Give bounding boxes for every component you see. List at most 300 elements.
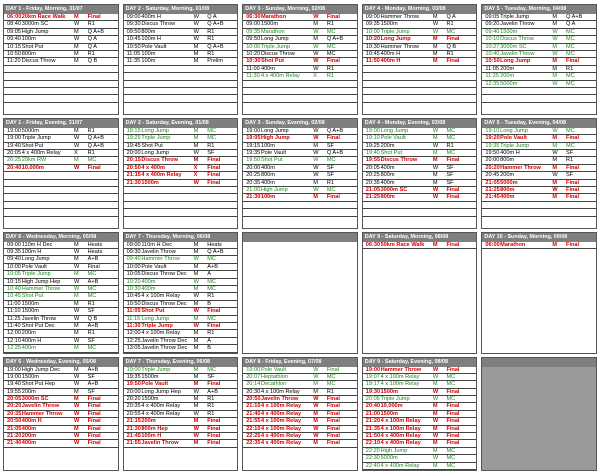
event-name: 4 x 100m Relay [141, 293, 181, 300]
event-round: MC [326, 43, 336, 50]
schedule-row [124, 249, 238, 256]
event-time: 21:15 [126, 418, 141, 425]
schedule-row [243, 95, 357, 102]
event-sex: M [193, 43, 199, 50]
event-sex: W [432, 194, 439, 201]
event-time: 10:50 [126, 43, 141, 50]
event-name: Javelin Throw [21, 315, 57, 322]
event-round: MC [446, 373, 456, 380]
event-sex: M [552, 14, 558, 20]
event-time: 20:35 [7, 410, 22, 417]
schedule-row [243, 202, 357, 209]
event-sex: M [552, 43, 558, 50]
event-round: R1 [326, 21, 334, 28]
event-name: 4 x 100m Relay [380, 425, 421, 432]
empty-space [124, 217, 238, 228]
event-name: 100m [21, 36, 36, 43]
schedule-row [363, 44, 477, 51]
schedule-row [124, 29, 238, 36]
schedule-row [243, 51, 357, 58]
event-name: 400m [141, 278, 156, 285]
event-sex: M [193, 337, 199, 344]
event-sex: W [74, 142, 80, 149]
event-sex: M [193, 50, 199, 57]
schedule-row [363, 381, 477, 388]
event-name: 1500m [21, 308, 39, 315]
event-round: R1 [207, 142, 215, 149]
panel-title: DAY 1 - Friday, Morning, 31/07 [4, 5, 118, 14]
event-time: 11:30 [246, 73, 260, 80]
event-name: Javelin Throw [260, 396, 299, 403]
schedule-row [4, 172, 118, 179]
event-time: 19:00 [246, 366, 261, 373]
schedule-row [243, 150, 357, 157]
event-round: Q A [207, 14, 217, 20]
event-sex: M [193, 142, 199, 149]
event-name: Pole Vault [500, 135, 527, 142]
event-name: Triple Jump [141, 366, 171, 373]
schedule-row [4, 308, 118, 315]
event-time: 09:40 [126, 256, 141, 263]
event-round: A+B [87, 366, 99, 373]
event-round: Final [207, 433, 221, 440]
event-sex: W [193, 36, 199, 43]
event-time: 19:35 [485, 142, 500, 149]
event-round: R1 [326, 388, 334, 395]
event-round: SF [326, 142, 334, 149]
event-round: Q A [446, 14, 456, 20]
schedule-row [482, 187, 596, 194]
event-round: Q A [87, 43, 97, 50]
event-sex: W [313, 164, 319, 171]
event-sex: W [432, 455, 439, 462]
event-round: MC [207, 127, 216, 134]
event-time: 21:10 [246, 403, 261, 410]
event-sex: W [313, 58, 319, 65]
event-name: 5000m [21, 127, 39, 134]
schedule-row [4, 95, 118, 102]
schedule-row [4, 338, 118, 345]
event-time: 22:20 [365, 447, 380, 454]
event-sex: W [313, 425, 319, 432]
event-round: MC [207, 315, 216, 322]
event-sex: W [552, 36, 558, 43]
event-sex: M [74, 388, 79, 395]
event-name: Shot Put [260, 157, 283, 164]
event-sex: W [313, 43, 319, 50]
empty-space [4, 448, 118, 470]
schedule-row [124, 88, 238, 95]
schedule-row [243, 180, 357, 187]
schedule-row [243, 374, 357, 381]
event-round: MC [446, 135, 456, 142]
event-name: 110m H Dec [21, 241, 53, 248]
event-time: 10:45 [365, 50, 380, 57]
event-name: 4 x 400m Relay [141, 410, 181, 417]
event-time: 21:30 [126, 425, 141, 432]
event-name: 200m [380, 142, 395, 149]
event-name: Javelin Throw [500, 50, 535, 57]
event-time: 19:25 [365, 142, 380, 149]
schedule-row [363, 209, 477, 216]
event-round: R1 [326, 65, 334, 72]
event-time: 13:05 [126, 345, 141, 352]
schedule-row [4, 157, 118, 164]
event-sex: W [552, 186, 558, 193]
schedule-row [4, 187, 118, 194]
event-name: 400m [500, 194, 515, 201]
event-name: 5000m [500, 179, 518, 186]
schedule-panel [481, 357, 597, 471]
schedule-row [4, 367, 118, 374]
event-name: 5000m [380, 455, 398, 462]
schedule-row [4, 389, 118, 396]
event-name: 800m [21, 50, 36, 57]
schedule-row [4, 264, 118, 271]
event-time: 21:40 [7, 440, 22, 447]
event-sex: M [432, 135, 438, 142]
event-time: 12:25 [7, 345, 21, 352]
event-name: 1500m [141, 179, 159, 186]
event-sex: M [432, 157, 438, 164]
event-round: Final [207, 164, 221, 171]
event-sex: W [432, 28, 439, 35]
event-time: 10:00 [7, 263, 21, 270]
event-sex: X [74, 150, 78, 156]
schedule-row [363, 157, 477, 164]
schedule-row [243, 194, 357, 201]
event-time: 20:00 [126, 150, 141, 156]
event-sex: W [74, 337, 80, 344]
schedule-row [124, 194, 238, 201]
event-name: Triple Jump [500, 142, 530, 149]
schedule-row [243, 143, 357, 150]
event-time: 21:00 [246, 186, 261, 193]
schedule-row [124, 58, 238, 65]
event-sex: M [432, 58, 438, 65]
schedule-row [124, 323, 238, 330]
event-time: 09:05 [485, 14, 500, 20]
event-name: 800m [380, 172, 395, 179]
event-round: MC [207, 366, 216, 373]
panel-rows [124, 242, 238, 353]
event-round: R1 [87, 50, 95, 57]
event-sex: M [552, 241, 558, 248]
event-sex: M [552, 65, 558, 72]
event-name: 4 x 100m Relay [260, 388, 300, 395]
event-round: Heats [87, 241, 103, 248]
event-round: Final [446, 36, 460, 43]
event-sex: W [313, 135, 319, 142]
event-time: 09:50 [246, 36, 261, 43]
schedule-row [243, 389, 357, 396]
event-time: 10:27 [485, 43, 500, 50]
event-sex: W [74, 263, 80, 270]
event-sex: W [193, 433, 199, 440]
schedule-row [124, 165, 238, 172]
schedule-row [243, 172, 357, 179]
schedule-row [363, 389, 477, 396]
event-name: 400m [260, 179, 275, 186]
event-round: Final [566, 58, 580, 65]
event-sex: W [552, 127, 558, 134]
event-time: 10:50 [7, 50, 21, 57]
event-sex: M [193, 366, 199, 373]
event-sex: W [193, 150, 199, 156]
event-sex: M [193, 286, 199, 293]
schedule-row [363, 194, 477, 201]
schedule-row [4, 323, 118, 330]
panel-rows [124, 367, 238, 470]
event-round: R1 [87, 330, 95, 337]
event-sex: M [313, 36, 318, 43]
schedule-row [124, 271, 238, 278]
event-round: SF [87, 308, 95, 315]
event-round: MC [566, 127, 575, 134]
event-sex: M [193, 418, 199, 425]
event-name: 400m [141, 286, 156, 293]
event-time: 06:00 [485, 241, 500, 248]
event-time: 10:40 [485, 50, 500, 57]
schedule-row [363, 242, 477, 249]
schedule-row [124, 308, 238, 315]
event-name: Javelin Throw Dec [141, 337, 188, 344]
event-name: Pole Vault [141, 43, 167, 50]
event-time: 06:00 [7, 14, 22, 20]
event-round: Final [446, 388, 460, 395]
event-round: Final [207, 440, 221, 447]
event-time: 20:05 [365, 164, 380, 171]
event-time: 19:55 [365, 157, 381, 164]
event-name: 200m [21, 388, 36, 395]
event-time: 22:10 [365, 440, 381, 447]
panel-title: DAY 6 - Wednesday, Morning, 05/08 [4, 233, 118, 242]
event-name: 4 x 100m Relay [260, 403, 302, 410]
event-time: 20:25 [246, 172, 261, 179]
event-name: 4 x 400m Relay [380, 462, 420, 469]
event-name: Long Jump Hep [141, 388, 181, 395]
event-sex: W [313, 150, 319, 156]
event-round: Q A+B [87, 28, 104, 35]
event-name: Marathon [260, 28, 285, 35]
schedule-row [482, 88, 596, 95]
event-name: 4 x 400m Relay [260, 433, 302, 440]
schedule-row [4, 36, 118, 43]
schedule-row [363, 135, 477, 142]
event-name: 400m [21, 440, 37, 447]
panel-rows [243, 242, 357, 353]
empty-space [4, 217, 118, 228]
event-time: 21:20 [365, 418, 381, 425]
event-sex: X [313, 73, 317, 80]
event-sex: M [313, 410, 318, 417]
event-round: MC [326, 373, 336, 380]
event-name: Triple Jump [380, 396, 410, 403]
schedule-row [243, 367, 357, 374]
event-sex: M [193, 135, 199, 142]
event-time: 21:40 [246, 410, 261, 417]
event-round: Final [87, 396, 101, 403]
schedule-panel [242, 232, 358, 354]
schedule-row [363, 463, 477, 470]
schedule-row [482, 157, 596, 164]
event-name: 400m [380, 164, 395, 171]
event-round: MC [566, 80, 575, 87]
event-sex: M [193, 263, 199, 270]
panel-title: DAY 1 - Friday, Evening, 31/07 [4, 119, 118, 128]
event-sex: W [313, 127, 319, 134]
event-time: 20:20 [7, 403, 22, 410]
schedule-row [124, 172, 238, 179]
event-name: 1500m [141, 373, 159, 380]
empty-space [482, 103, 596, 114]
event-sex: W [193, 322, 199, 329]
event-round: Final [446, 433, 460, 440]
event-round: Q A+B [326, 36, 344, 43]
schedule-row [124, 330, 238, 337]
event-name: Hammer Throw [380, 366, 422, 373]
event-sex: W [552, 28, 558, 35]
event-name: Long Jump [500, 127, 528, 134]
event-name: 3000m SC [21, 396, 49, 403]
event-sex: M [74, 43, 79, 50]
event-time: 09:30 [126, 249, 141, 256]
event-name: Long Jump [141, 150, 170, 156]
event-name: Long Jump [21, 256, 50, 263]
event-round: SF [87, 373, 95, 380]
event-round: R1 [87, 300, 95, 307]
event-time: 21:30 [246, 194, 261, 201]
event-sex: M [74, 14, 79, 20]
schedule-row [124, 51, 238, 58]
event-sex: M [552, 164, 558, 171]
event-round: Heats [207, 241, 222, 248]
panel-rows [124, 14, 238, 114]
event-name: Hammer Throw [500, 164, 541, 171]
event-time: 06:30 [365, 241, 381, 248]
event-time: 21:35 [365, 425, 381, 432]
event-round: Final [326, 14, 340, 20]
event-time: 10:00 [246, 43, 261, 50]
schedule-row [243, 29, 357, 36]
event-round: Q A+B [326, 150, 344, 156]
schedule-row [482, 66, 596, 73]
event-sex: M [552, 58, 558, 65]
panel-title: DAY 5 - Tuesday, Morning, 04/08 [482, 5, 596, 14]
event-sex: M [313, 381, 318, 388]
schedule-row [482, 128, 596, 135]
event-round: Final [207, 381, 221, 388]
panel-title [482, 358, 596, 367]
empty-space [124, 448, 238, 470]
event-round: R1 [207, 28, 215, 35]
panel-rows [363, 128, 477, 228]
event-name: Triple Jump [260, 43, 290, 50]
event-round: Final [207, 425, 221, 432]
event-sex: W [313, 172, 319, 179]
event-sex: M [193, 58, 199, 65]
event-sex: W [74, 418, 80, 425]
event-round: Final [87, 440, 101, 447]
event-sex: W [74, 433, 80, 440]
schedule-row [243, 44, 357, 51]
event-sex: W [74, 164, 80, 171]
event-name: 800m [500, 157, 515, 164]
event-sex: M [74, 366, 79, 373]
event-time: 21:30 [126, 179, 141, 186]
event-round: Final [326, 403, 340, 410]
event-round: R1 [207, 36, 215, 43]
event-round: Q A+B [87, 142, 104, 149]
event-time: 19:40 [7, 142, 21, 149]
schedule-row [243, 403, 357, 410]
schedule-row [363, 448, 477, 455]
event-round: Final [87, 433, 101, 440]
event-round: Final [566, 135, 580, 142]
schedule-row [124, 396, 238, 403]
schedule-row [482, 180, 596, 187]
panel-rows [363, 14, 477, 114]
event-name: 20km Race Walk [21, 14, 66, 20]
event-time: 10:50 [126, 300, 141, 307]
schedule-row [124, 418, 238, 425]
event-name: High Jump [260, 186, 288, 193]
schedule-panel [123, 4, 239, 115]
schedule-row [363, 128, 477, 135]
event-round: Final [446, 366, 460, 373]
event-sex: W [193, 308, 199, 315]
schedule-panel [123, 118, 239, 229]
schedule-row [243, 14, 357, 21]
event-time: 21:25 [365, 194, 381, 201]
event-round: Final [446, 194, 460, 201]
event-round: Final [87, 425, 101, 432]
event-round: Final [446, 410, 460, 417]
event-round: Final [326, 366, 339, 373]
event-sex: W [74, 315, 80, 322]
event-sex: W [313, 157, 319, 164]
schedule-row [124, 411, 238, 418]
event-name: Shot Put [141, 308, 165, 315]
event-round: Q B [446, 43, 457, 50]
event-sex: M [432, 50, 438, 57]
event-sex: M [313, 179, 318, 186]
schedule-row [124, 426, 238, 433]
schedule-row [124, 367, 238, 374]
panel-title: DAY 3 - Sunday, Morning, 02/08 [243, 5, 357, 14]
panel-rows [482, 128, 596, 228]
event-time: 09:40 [7, 36, 21, 43]
schedule-row [124, 81, 238, 88]
event-round: MC [446, 381, 456, 388]
event-name: Triple Jump [141, 322, 173, 329]
event-round: Final [207, 308, 221, 315]
event-name: Marathon [500, 241, 526, 248]
event-round: R1 [207, 403, 215, 410]
event-round: R1 [207, 50, 215, 57]
event-round: Final [566, 241, 580, 248]
event-name: Marathon [260, 14, 287, 20]
event-time: 09:40 [485, 28, 500, 35]
event-round: MC [566, 50, 575, 57]
event-name: Long Jump [260, 36, 289, 43]
schedule-row [363, 36, 477, 43]
event-time: 19:40 [365, 150, 380, 156]
event-sex: W [74, 308, 80, 315]
event-name: Long Jump [141, 127, 170, 134]
event-time: 20:05 [365, 396, 380, 403]
event-name: 100m H [141, 36, 161, 43]
